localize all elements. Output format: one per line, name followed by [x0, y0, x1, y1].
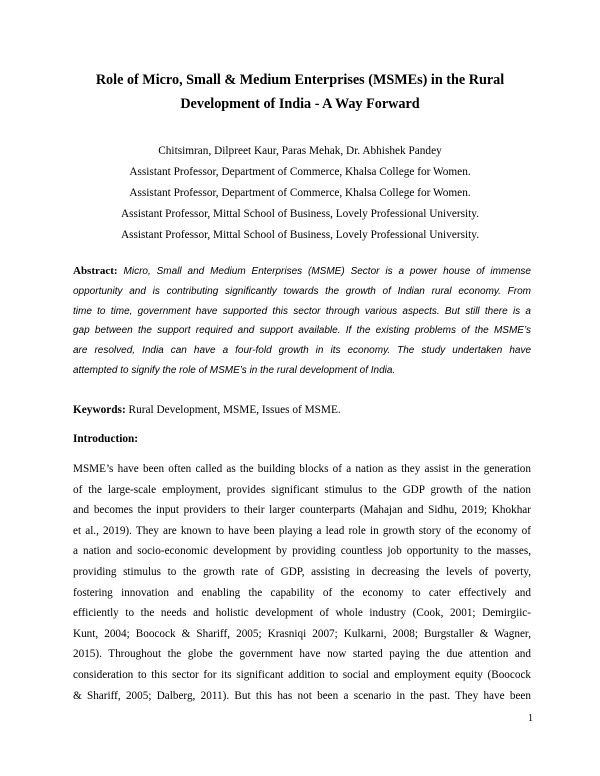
abstract-line: are resolved, India can have a four-fold growth in its economy. The study undertaken have	[73, 345, 531, 357]
abstract-label: Abstract:	[73, 265, 118, 277]
body-line: efficiently to the needs and holistic development of whole industry (Cook, 2001; Demirgiic-	[73, 607, 531, 620]
body-line: fostering innovation and enabling the capability of the economy to cater effectively and	[73, 586, 531, 599]
body-line: of the large-scale employment, provides significant stimulus to the GDP growth of the nation	[73, 483, 531, 496]
abstract-line: time to time, government have supported this sector through various aspects. But still there is a	[73, 305, 531, 317]
affiliation: Assistant Professor, Mittal School of Business, Lovely Professional University.	[120, 229, 480, 241]
abstract-text: Micro, Small and Medium Enterprises (MSME) Sector is a power house of immense	[123, 266, 531, 277]
author-block	[60, 141, 540, 246]
affiliation: Assistant Professor, Mittal School of Business, Lovely Professional University.	[120, 208, 480, 220]
body-line: 2015). Throughout the globe the government have now started paying the due attention and	[73, 648, 531, 661]
body-line: and becomes the input providers to their larger counterparts (Mahajan and Sidhu, 2019; Khokhar	[73, 504, 531, 517]
body-line: Kunt, 2004; Boocock & Shariff, 2005; Krasniqi 2007; Kulkarni, 2008; Burgstaller & Wagner,	[73, 627, 531, 640]
abstract-line: attempted to signify the role of MSME’s in the rural development of India.	[73, 364, 396, 376]
abstract-line	[73, 262, 531, 282]
affiliation: Assistant Professor, Department of Commerce, Khalsa College for Women.	[129, 187, 471, 199]
keywords-label: Keywords:	[73, 404, 126, 416]
body-line: consideration to this sector for its significant addition to social and employment equity (Boocock	[73, 668, 531, 681]
abstract-line: opportunity and is contributing significantly towards the growth of Indian rural economy. From	[73, 285, 531, 297]
body-line: providing stimulus to the growth rate of GDP, assisting in decreasing the levels of poverty,	[73, 565, 531, 578]
keywords-text: Rural Development, MSME, Issues of MSME.	[125, 404, 341, 416]
paper-title	[60, 68, 540, 116]
body-line: et al., 2019). They are known to have been playing a lead role in growth story of the economy of	[73, 524, 531, 537]
page-number: 1	[528, 713, 533, 724]
author-names: Chitsimran, Dilpreet Kaur, Paras Mehak, Dr. Abhishek Pandey	[158, 145, 442, 157]
abstract-line: gap between the support required and support available. If the existing problems of the MSME’s	[73, 325, 531, 337]
body-text	[73, 459, 531, 706]
body-line: MSME’s have been often called as the building blocks of a nation as they assist in the generation	[73, 463, 531, 475]
section-heading-introduction: Introduction:	[73, 433, 139, 445]
affiliation: Assistant Professor, Department of Commerce, Khalsa College for Women.	[129, 166, 471, 178]
title-line: Role of Micro, Small & Medium Enterprises (MSMEs) in the Rural	[95, 72, 505, 88]
body-line: & Shariff, 2005; Dalberg, 2011). But this has not been a scenario in the past. They have been	[73, 689, 531, 702]
abstract	[73, 262, 531, 381]
title-line: Development of India - A Way Forward	[180, 96, 420, 112]
keywords	[73, 401, 531, 419]
body-line: a nation and socio-economic development by providing countless job opportunity to the masses,	[73, 545, 531, 558]
